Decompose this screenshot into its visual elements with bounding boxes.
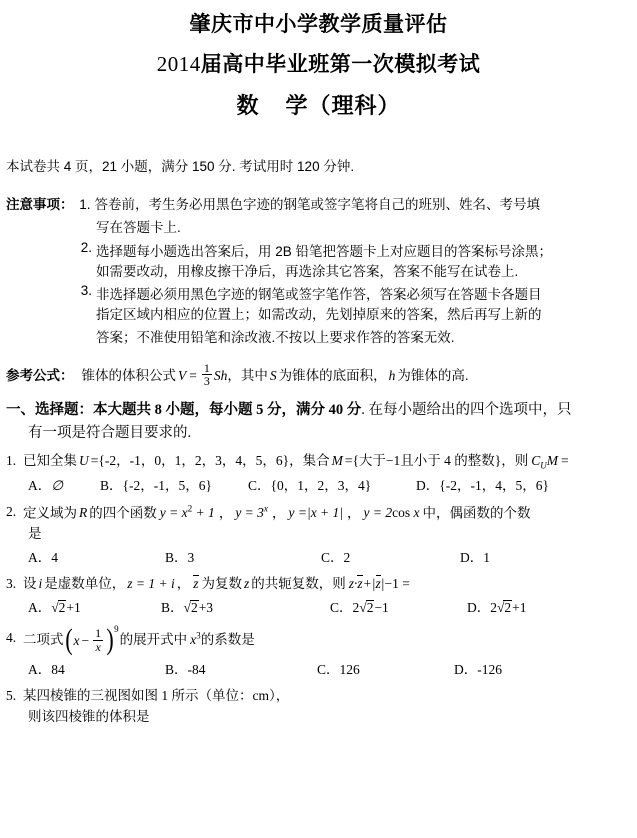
title-year: 2014 xyxy=(156,51,201,76)
question-2-text: 定义域为 R 的四个函数 $y = x^2 + 1$ ， $y = 3^x$ ， y =|x + 1| ， y = 2cos x 中，偶函数的个数 xyxy=(23,503,531,521)
question-1-options xyxy=(6,476,631,497)
formula-var-s: S xyxy=(269,368,277,384)
question-2-option-b xyxy=(165,548,321,569)
question-1-stem xyxy=(6,451,631,473)
note-text-3: 非选择题必须用黑色字迹的钢笔或签字笔作答，答案必须写在答题卡各题目 xyxy=(96,286,542,302)
notes-block xyxy=(6,193,631,349)
question-1-text xyxy=(23,451,631,473)
q3-z-conjugate: z xyxy=(193,576,199,592)
q4-binom-frac-num: 1 xyxy=(95,626,102,641)
q4-part2: 的展开式中 xyxy=(119,632,188,648)
question-4-options xyxy=(6,660,631,681)
q1-opt-d-text: {-2，-1，4，5，6} xyxy=(439,478,549,494)
question-3-stem xyxy=(6,574,631,595)
q2-part1: 定义域为 xyxy=(23,505,77,521)
question-5-stem xyxy=(6,686,631,707)
question-2-option-c xyxy=(321,548,460,569)
question-4-option-a xyxy=(28,660,165,681)
q1-part1: 已知全集 xyxy=(23,452,77,468)
q4-opt-a-letter: A． xyxy=(28,662,52,678)
note-number-2: 2. xyxy=(80,239,92,255)
q2-function-2: $y = 3^x$ xyxy=(235,503,268,521)
note-text-2-cont: 如需要改动，用橡皮擦干净后，再选涂其它答案，答案不能写在试卷上. xyxy=(96,263,519,279)
q1-neg-one: −1 xyxy=(385,452,401,468)
question-1-option-b xyxy=(100,476,248,497)
q1-opt-c-text: {0，1，2，3，4} xyxy=(270,478,372,494)
q1-complement-c: C xyxy=(531,452,541,468)
q3-opt-d-text: 2√2+1 xyxy=(490,600,527,616)
q1-universal-set: U xyxy=(79,452,89,468)
q3-comma: ， xyxy=(176,576,191,592)
q2-function-1: $y = x^2 + 1$ xyxy=(159,503,215,521)
q4-opt-d-letter: D． xyxy=(454,662,478,678)
question-2 xyxy=(6,502,631,569)
q3-expression: z·z+|z|−1 = xyxy=(348,576,410,592)
q3-z-definition: z = 1 + i xyxy=(127,576,175,592)
q2-part2: 的四个函数 xyxy=(89,505,157,521)
question-2-stem xyxy=(6,502,631,524)
question-2-number: 2. xyxy=(6,503,17,519)
note-text-3-cont2: 答案；不准使用铅笔和涂改液.不按以上要求作答的答案无效. xyxy=(96,329,455,345)
question-4-text xyxy=(23,622,631,656)
q2-opt-b-text: 3 xyxy=(187,550,195,566)
q3-part4: 的共轭复数，则 xyxy=(251,576,346,592)
q4-binom-exponent: 9 xyxy=(114,624,119,635)
note-number-1: 1. xyxy=(79,197,91,213)
q4-opt-c-letter: C． xyxy=(317,662,340,678)
question-2-options xyxy=(6,548,631,569)
q2-opt-c-letter: C． xyxy=(321,550,344,566)
q1-complement-m: M xyxy=(546,452,558,468)
question-2-option-d xyxy=(460,548,490,569)
formula-equals: = xyxy=(189,368,197,384)
formula-text-end: 为锥体的高. xyxy=(397,368,469,384)
question-1 xyxy=(6,451,631,497)
q1-opt-b-letter: B． xyxy=(100,478,123,494)
note-item-3 xyxy=(75,283,631,303)
question-2-option-a xyxy=(28,548,165,569)
q2-opt-a-letter: A． xyxy=(28,550,52,566)
q4-opt-d-text: -126 xyxy=(477,662,502,678)
q4-opt-c-text: 126 xyxy=(339,662,360,678)
q4-opt-b-letter: B． xyxy=(165,662,188,678)
question-2-stem-cont: 是 xyxy=(28,526,42,542)
question-4-option-d xyxy=(454,660,502,681)
q1-opt-d-letter: D． xyxy=(416,478,440,494)
question-3-option-c xyxy=(330,598,467,619)
q2-opt-d-letter: D． xyxy=(460,550,484,566)
q2-function-3: y =|x + 1| xyxy=(288,505,344,521)
reference-formula-label: 参考公式： xyxy=(6,368,74,384)
q3-opt-d-letter: D． xyxy=(467,600,491,616)
q4-binom-x: x xyxy=(73,632,80,648)
reference-formula-line xyxy=(6,362,631,389)
exam-info-line: 本试卷共 4 页，21 小题，满分 150 分. 考试用时 120 分钟. xyxy=(6,158,355,174)
note-item-2 xyxy=(75,240,631,260)
section-heading-rest: . 在每小题给出的四个选项中，只 xyxy=(361,402,572,419)
question-4-option-b xyxy=(165,660,317,681)
title-year-rest: 届高中毕业班第一次模拟考试 xyxy=(200,51,481,76)
formula-sh: Sh xyxy=(213,368,228,384)
formula-text-before: 锥体的体积公式 xyxy=(81,368,176,384)
q3-part1: 设 xyxy=(23,576,37,592)
formula-text-mid: ，其中 xyxy=(227,368,268,384)
q1-set-m: M xyxy=(331,452,343,468)
formula-var-v: V xyxy=(178,368,187,384)
note-text-1: 答卷前，考生务必用黑色字迹的钢笔或签字笔将自己的班别、姓名、考号填 xyxy=(94,197,540,213)
question-3-option-b xyxy=(161,598,330,619)
note-text-1-cont: 写在答题卡上. xyxy=(96,220,181,236)
formula-frac-numerator: 1 xyxy=(203,360,210,375)
subject-title xyxy=(6,90,631,121)
question-1-number: 1. xyxy=(6,452,17,468)
question-3-options xyxy=(6,598,631,619)
title-subline xyxy=(6,50,631,80)
q4-binom-minus: − xyxy=(81,632,90,648)
q2-opt-a-text: 4 xyxy=(51,550,58,566)
note-number-3: 3. xyxy=(80,282,92,298)
title-block xyxy=(6,0,631,121)
question-4-option-c xyxy=(317,660,454,681)
subject-rest: 学（理科） xyxy=(285,92,401,118)
question-3 xyxy=(6,574,631,619)
q1-opt-a-text: ∅ xyxy=(51,478,64,494)
q3-part3: 为复数 xyxy=(201,576,243,592)
q1-opt-b-text: {-2，-1，5，6} xyxy=(122,478,212,494)
question-4-number: 4. xyxy=(6,630,17,646)
note-text-3-cont1: 指定区域内相应的位置上；如需改动，先划掉原来的答案，然后再写上新的 xyxy=(96,306,542,322)
question-5-number: 5. xyxy=(6,688,17,704)
q4-paren-close: ) xyxy=(106,622,114,656)
q1-opt-a-letter: A． xyxy=(28,478,52,494)
q4-opt-b-text: -84 xyxy=(187,662,206,678)
q2-opt-c-text: 2 xyxy=(343,550,351,566)
q4-part3: 的系数是 xyxy=(200,632,255,648)
q4-part1: 二项式 xyxy=(23,632,64,648)
q3-opt-c-letter: C． xyxy=(330,600,353,616)
q1-complement-subscript: U xyxy=(540,460,547,471)
q2-domain-r: R xyxy=(79,505,88,521)
q4-binom-frac-den: x xyxy=(93,640,103,654)
question-5-text: 某四棱锥的三视图如图 1 所示（单位：cm）， xyxy=(23,688,290,704)
section-heading-bold: 一、选择题：本大题共 8 小题，每小题 5 分，满分 40 分 xyxy=(6,402,362,419)
q4-binomial-expression xyxy=(64,622,120,656)
q2-opt-b-letter: B． xyxy=(165,550,188,566)
q2-part3: 中，偶函数的个数 xyxy=(422,505,531,521)
question-4-stem xyxy=(6,622,631,656)
page-title: 肇庆市中小学教学质量评估 xyxy=(189,12,448,36)
question-4 xyxy=(6,622,631,681)
subject-char: 数 xyxy=(236,92,260,118)
q1-equals: = xyxy=(560,452,569,468)
q4-variable-x: x xyxy=(190,632,197,648)
q1-part3: ={大于 xyxy=(344,452,386,468)
q3-opt-c-text: 2√2−1 xyxy=(352,600,389,616)
q3-opt-a-text: √2+1 xyxy=(51,600,81,616)
q1-part2: ={-2，-1，0，1，2，3，4，5，6}，集合 xyxy=(90,452,330,468)
q3-opt-a-letter: A． xyxy=(28,600,52,616)
q3-part2: 是虚数单位， xyxy=(44,576,126,592)
note-text-2: 选择题每小题选出答案后，用 2B 铅笔把答题卡上对应题目的答案标号涂黑； xyxy=(96,243,553,259)
q4-opt-a-text: 84 xyxy=(51,662,65,678)
question-3-number: 3. xyxy=(6,576,17,592)
q2-function-4: y = 2cos x xyxy=(363,505,420,521)
question-3-option-d xyxy=(467,598,527,619)
q3-imaginary-unit: i xyxy=(38,576,43,592)
question-1-option-d xyxy=(416,476,549,497)
note-item-1 xyxy=(6,193,631,216)
q3-z-ref: z xyxy=(244,576,250,592)
q2-opt-d-text: 1 xyxy=(483,550,490,566)
q1-part4: 且小于 4 的整数}，则 xyxy=(400,452,529,468)
q3-opt-b-text: √2+3 xyxy=(183,600,214,616)
question-5-stem-cont: 则该四棱锥的体积是 xyxy=(28,709,150,725)
q3-opt-b-letter: B． xyxy=(161,600,184,616)
q1-opt-c-letter: C． xyxy=(248,478,271,494)
question-5 xyxy=(6,686,631,728)
formula-var-h: h xyxy=(388,368,396,384)
q4-paren-open: ( xyxy=(64,622,73,656)
question-1-option-a xyxy=(28,476,100,497)
formula-text-mid2: 为锥体的底面积， xyxy=(278,368,387,384)
question-3-text xyxy=(23,574,631,595)
q4-x-exponent: 3 xyxy=(196,630,201,641)
formula-frac-denominator: 3 xyxy=(203,374,210,389)
question-1-option-c xyxy=(248,476,416,497)
formula-fraction xyxy=(202,362,212,388)
q4-binom-fraction xyxy=(93,627,103,653)
question-3-option-a xyxy=(28,598,161,619)
section-heading-cont: 有一项是符合题目要求的. xyxy=(28,425,192,442)
notes-label: 注意事项： xyxy=(6,197,74,213)
section-heading xyxy=(6,399,631,445)
